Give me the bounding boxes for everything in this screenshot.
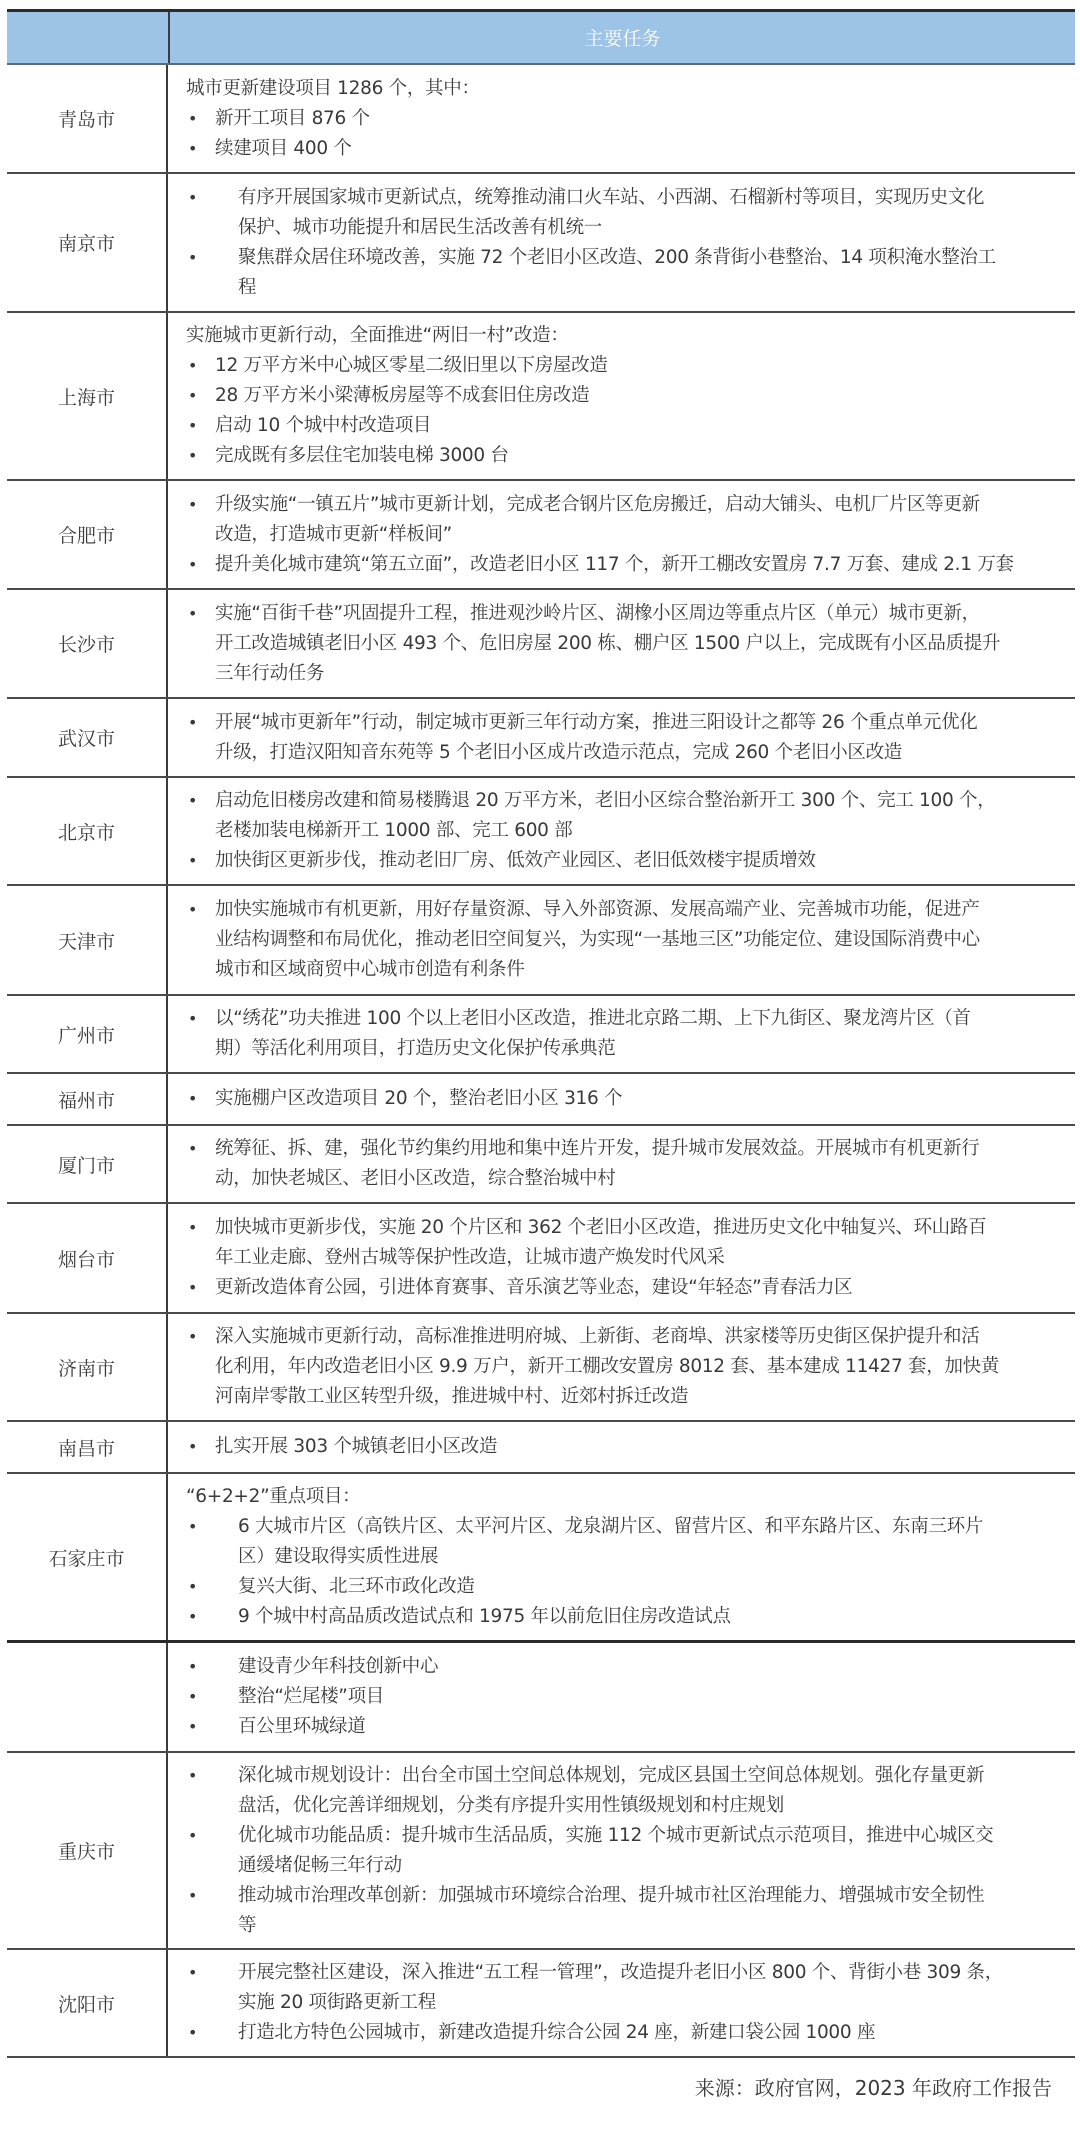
- table-row: [7, 886, 1075, 996]
- task-item: [186, 1273, 1067, 1303]
- city-name: 石家庄市: [7, 1474, 168, 1640]
- task-item: [186, 1134, 1067, 1194]
- table-row: [7, 1753, 1075, 1950]
- task-text-line: 河南岸零散工业区转型升级，推进城中村、近郊村拆迁改造: [215, 1386, 689, 1407]
- task-text: [215, 1432, 1067, 1462]
- task-text-line: 深入实施城市更新行动，高标准推进明府城、上新街、老商埠、洪家楼等历史街区保护提升和活: [215, 1326, 980, 1347]
- city-name: 南京市: [7, 174, 168, 311]
- task-text-line: 老楼加装电梯新开工 1000 部、完工 600 部: [215, 820, 573, 841]
- bullet-icon: •: [188, 603, 198, 623]
- task-item: [186, 1712, 1067, 1742]
- tasks-cell: [168, 1314, 1075, 1420]
- task-text: [238, 2018, 1067, 2048]
- task-text-line: 更新改造体育公园，引进体育赛事、音乐演艺等业态，建设“年轻态”青春活力区: [215, 1277, 853, 1298]
- task-text-line: 保护、城市功能提升和居民生活改善有机统一: [238, 216, 603, 238]
- task-item: [186, 1512, 1067, 1572]
- table-row: [7, 699, 1075, 778]
- task-text-line: 整治“烂尾楼”项目: [238, 1686, 384, 1707]
- city-name: 广州市: [7, 996, 168, 1072]
- task-item: [186, 490, 1067, 550]
- bullet-icon: •: [188, 1577, 198, 1596]
- task-text-line: 业结构调整和布局优化，推动老旧空间复兴，为实现“一基地三区”功能定位、建设国际消费中心: [215, 929, 980, 950]
- task-text: [238, 1881, 1067, 1941]
- task-text-line: 推动城市治理改革创新：加强城市环境综合治理、提升城市社区治理能力、增强城市安全韧性: [238, 1884, 985, 1906]
- task-text-line: 12 万平方米中心城区零星二级旧里以下房屋改造: [215, 355, 608, 376]
- task-text-line: 百公里环城绿道: [238, 1716, 366, 1737]
- bullet-icon: •: [188, 108, 198, 128]
- task-text-line: 扎实开展 303 个城镇老旧小区改造: [215, 1436, 498, 1457]
- bullet-icon: •: [188, 1009, 198, 1028]
- task-text: [215, 786, 1067, 846]
- task-item: [186, 550, 1067, 580]
- task-text-line: 28 万平方米小梁薄板房屋等不成套旧住房改造: [215, 385, 590, 406]
- task-text-line: 统筹征、拆、建，强化节约集约用地和集中连片开发，提升城市发展效益。开展城市有机更新行: [215, 1138, 980, 1159]
- table-row: [7, 996, 1075, 1074]
- bullet-icon: •: [188, 1885, 198, 1905]
- task-text-line: 优化城市功能品质：提升城市生活品质，实施 112 个城市更新试点示范项目，推进中心城区交: [238, 1824, 994, 1846]
- task-text-line: 实施 20 项街路更新工程: [238, 1992, 436, 2013]
- tasks-intro: 实施城市更新行动，全面推进“两旧一村”改造：: [186, 325, 569, 346]
- table-row: [7, 1474, 1075, 1643]
- tasks-cell: [168, 1753, 1075, 1948]
- task-item: [186, 1322, 1067, 1412]
- task-text-line: 升级实施“一镇五片”城市更新计划，完成老合钢片区危房搬迁，启动大铺头、电机厂片区等更新: [215, 493, 980, 515]
- bullet-icon: •: [188, 494, 198, 514]
- bullet-icon: •: [188, 1687, 198, 1706]
- city-name: 合肥市: [7, 481, 168, 588]
- tasks-cell: [168, 1074, 1075, 1124]
- table-body: [7, 65, 1075, 2058]
- task-text: [238, 243, 1067, 303]
- table-row: [7, 1950, 1075, 2058]
- task-item: [186, 1881, 1067, 1941]
- tasks-cell: [168, 778, 1075, 884]
- bullet-icon: •: [188, 2023, 198, 2042]
- table-row: [7, 1422, 1075, 1474]
- task-text-line: 程: [238, 276, 257, 298]
- table-row: [7, 1314, 1075, 1422]
- bullet-icon: •: [188, 247, 198, 267]
- task-text-line: 盘活，优化完善详细规划，分类有序提升实用性镇级规划和村庄规划: [238, 1794, 785, 1816]
- task-text: [238, 183, 1067, 243]
- city-name: 烟台市: [7, 1204, 168, 1312]
- table-row: [7, 590, 1075, 699]
- city-name: 天津市: [7, 886, 168, 994]
- tasks-cell: [168, 886, 1075, 994]
- task-text: [215, 846, 1067, 876]
- table-row: [7, 1204, 1075, 1314]
- bullet-icon: •: [188, 1963, 198, 1982]
- task-text-line: 启动 10 个城中村改造项目: [215, 415, 432, 436]
- task-text-line: 6 大城市片区（高铁片区、太平河片区、龙泉湖片区、留营片区、和平东路片区、东南三环片: [238, 1516, 984, 1537]
- bullet-icon: •: [188, 1765, 198, 1785]
- tasks-intro: “6+2+2”重点项目：: [186, 1486, 361, 1507]
- task-text-line: 城市和区域商贸中心城市创造有利条件: [215, 959, 525, 980]
- task-text-line: 启动危旧楼房改建和简易楼腾退 20 万平方米，老旧小区综合整治新开工 300 个、完工 100 个，: [215, 790, 996, 811]
- task-item: [186, 243, 1067, 303]
- task-text-line: 年工业走廊、登州古城等保护性改造，让城市遗产焕发时代风采: [215, 1247, 725, 1268]
- task-text: [215, 708, 1067, 768]
- task-item: [186, 708, 1067, 768]
- task-text-line: 有序开展国家城市更新试点，统筹推动浦口火车站、小西湖、石榴新村等项目，实现历史文化: [238, 186, 985, 208]
- tasks-cell: [168, 1950, 1075, 2056]
- task-text-line: 加快街区更新步伐，推动老旧厂房、低效产业园区、老旧低效楼宇提质增效: [215, 850, 816, 871]
- bullet-icon: •: [188, 851, 198, 870]
- bullet-icon: •: [188, 1089, 198, 1108]
- task-text-line: 实施“百街千巷”巩固提升工程，推进观沙岭片区、湖橡小区周边等重点片区（单元）城市更新，: [215, 602, 980, 624]
- task-text: [215, 599, 1067, 689]
- city-name: 上海市: [7, 313, 168, 479]
- bullet-icon: •: [188, 356, 198, 375]
- bullet-icon: •: [188, 1327, 198, 1346]
- source-note: 来源：政府官网，2023 年政府工作报告: [694, 2076, 1052, 2100]
- city-renewal-table: [7, 9, 1075, 2058]
- task-text-line: 加快实施城市有机更新，用好存量资源、导入外部资源、发展高端产业、完善城市功能，促进产: [215, 899, 980, 920]
- bullet-icon: •: [188, 554, 198, 574]
- city-name: 青岛市: [7, 65, 168, 172]
- tasks-cell: [168, 699, 1075, 776]
- task-item: [186, 441, 1067, 471]
- task-item: [186, 1602, 1067, 1632]
- task-text-line: 新开工项目 876 个: [215, 107, 370, 129]
- bullet-icon: •: [188, 1278, 198, 1297]
- task-text-line: 升级，打造汉阳知音东苑等 5 个老旧小区成片改造示范点，完成 260 个老旧小区改造: [215, 741, 903, 763]
- bullet-icon: •: [188, 187, 198, 207]
- table-row: [7, 481, 1075, 590]
- tasks-cell: [168, 313, 1075, 479]
- table-row: [7, 313, 1075, 481]
- task-text-line: 复兴大街、北三环市政化改造: [238, 1576, 475, 1597]
- task-text: [238, 1512, 1067, 1572]
- task-text: [238, 1682, 1067, 1712]
- bullet-icon: •: [188, 1437, 198, 1456]
- task-item: [186, 1572, 1067, 1602]
- task-text: [238, 1821, 1067, 1881]
- tasks-cell: [168, 481, 1075, 588]
- bullet-icon: •: [188, 416, 198, 435]
- bullet-icon: •: [188, 386, 198, 405]
- task-item: [186, 895, 1067, 985]
- header-city-column: [7, 12, 170, 63]
- city-name: 北京市: [7, 778, 168, 884]
- table-row: [7, 1126, 1075, 1204]
- bullet-icon: •: [188, 791, 198, 810]
- task-text: [238, 1572, 1067, 1602]
- bullet-icon: •: [188, 1657, 198, 1676]
- task-item: [186, 183, 1067, 243]
- table-row: [7, 778, 1075, 886]
- tasks-cell: [168, 1422, 1075, 1472]
- task-item: [186, 411, 1067, 441]
- task-text: [215, 441, 1067, 471]
- task-text-line: 深化城市规划设计：出台全市国土空间总体规划，完成区县国土空间总体规划。强化存量更新: [238, 1764, 985, 1786]
- task-item: [186, 1682, 1067, 1712]
- tasks-cell: [168, 65, 1075, 172]
- tasks-cell: [168, 590, 1075, 697]
- tasks-cell: [168, 1204, 1075, 1312]
- bullet-icon: •: [188, 1218, 198, 1237]
- tasks-cell: [168, 1643, 1075, 1751]
- table-row: [7, 1643, 1075, 1753]
- table-row: [7, 1074, 1075, 1126]
- task-item: [186, 2018, 1067, 2048]
- task-text-line: 加快城市更新步伐，实施 20 个片区和 362 个老旧小区改造，推进历史文化中轴复兴、环山路百: [215, 1217, 987, 1238]
- city-name: 沈阳市: [7, 1950, 168, 2056]
- task-text-line: 开工改造城镇老旧小区 493 个、危旧房屋 200 栋、棚户区 1500 户以上，完成既有小区品质提升: [215, 632, 1001, 654]
- city-name: 厦门市: [7, 1126, 168, 1202]
- task-text-line: 通缓堵促畅三年行动: [238, 1854, 402, 1876]
- bullet-icon: •: [188, 138, 198, 158]
- table-row: [7, 174, 1075, 313]
- task-item: [186, 1213, 1067, 1273]
- bullet-icon: •: [188, 900, 198, 919]
- task-item: [186, 599, 1067, 689]
- task-item: [186, 1004, 1067, 1064]
- task-text-line: 区）建设取得实质性进展: [238, 1546, 439, 1567]
- city-name: 长沙市: [7, 590, 168, 697]
- task-text: [238, 1761, 1067, 1821]
- task-item: [186, 1084, 1067, 1114]
- tasks-cell: [168, 1474, 1075, 1640]
- tasks-intro: 城市更新建设项目 1286 个，其中：: [186, 77, 480, 99]
- task-text: [215, 1213, 1067, 1273]
- task-text: [215, 1134, 1067, 1194]
- task-text: [215, 1084, 1067, 1114]
- task-text-line: 聚焦群众居住环境改善，实施 72 个老旧小区改造、200 条背街小巷整治、14 项积淹水整治工: [238, 246, 996, 268]
- task-item: [186, 104, 1067, 134]
- task-item: [186, 846, 1067, 876]
- task-text: [215, 381, 1067, 411]
- task-item: [186, 1652, 1067, 1682]
- task-text: [215, 490, 1067, 550]
- city-name: 南昌市: [7, 1422, 168, 1472]
- task-text-line: 完成既有多层住宅加装电梯 3000 台: [215, 445, 509, 466]
- task-text: [238, 1958, 1067, 2018]
- task-text-line: 提升美化城市建筑“第五立面”，改造老旧小区 117 个，新开工棚改安置房 7.7 万套、建成 2.1 万套: [215, 553, 1014, 575]
- task-text: [215, 1273, 1067, 1303]
- task-text-line: 期）等活化利用项目，打造历史文化保护传承典范: [215, 1038, 616, 1059]
- task-text: [215, 550, 1067, 580]
- header-tasks-column: 主要任务: [584, 28, 661, 50]
- task-text-line: 动，加快老城区、老旧小区改造，综合整治城中村: [215, 1168, 616, 1189]
- task-text-line: 9 个城中村高品质改造试点和 1975 年以前危旧住房改造试点: [238, 1606, 731, 1627]
- city-name: 武汉市: [7, 699, 168, 776]
- task-text-line: 开展完整社区建设，深入推进“五工程一管理”，改造提升老旧小区 800 个、背街小巷 309 条，: [238, 1962, 1003, 1983]
- table-row: [7, 65, 1075, 174]
- task-text: [215, 134, 1067, 164]
- task-item: [186, 381, 1067, 411]
- task-text-line: 续建项目 400 个: [215, 137, 352, 159]
- bullet-icon: •: [188, 1607, 198, 1626]
- bullet-icon: •: [188, 1717, 198, 1736]
- task-item: [186, 1432, 1067, 1462]
- tasks-cell: [168, 996, 1075, 1072]
- task-text: [215, 1004, 1067, 1064]
- table-header: [7, 12, 1075, 65]
- task-item: [186, 1821, 1067, 1881]
- bullet-icon: •: [188, 446, 198, 465]
- task-text: [215, 411, 1067, 441]
- bullet-icon: •: [188, 1139, 198, 1158]
- task-text: [238, 1652, 1067, 1682]
- bullet-icon: •: [188, 712, 198, 732]
- task-text-line: 三年行动任务: [215, 662, 325, 684]
- tasks-cell: [168, 174, 1075, 311]
- task-text: [238, 1602, 1067, 1632]
- city-name: [7, 1643, 168, 1751]
- task-item: [186, 786, 1067, 846]
- task-text-line: 等: [238, 1914, 257, 1936]
- task-text-line: 改造，打造城市更新“样板间”: [215, 523, 452, 545]
- task-item: [186, 134, 1067, 164]
- task-text-line: 化利用，年内改造老旧小区 9.9 万户，新开工棚改安置房 8012 套、基本建成 11427 套，加快黄: [215, 1356, 1000, 1377]
- task-item: [186, 1761, 1067, 1821]
- task-text: [215, 351, 1067, 381]
- tasks-cell: [168, 1126, 1075, 1202]
- task-text: [238, 1712, 1067, 1742]
- task-text-line: 打造北方特色公园城市，新建改造提升综合公园 24 座，新建口袋公园 1000 座: [238, 2022, 876, 2043]
- city-name: 济南市: [7, 1314, 168, 1420]
- task-text: [215, 1322, 1067, 1412]
- task-item: [186, 351, 1067, 381]
- task-text-line: 建设青少年科技创新中心: [238, 1656, 439, 1677]
- city-name: 福州市: [7, 1074, 168, 1124]
- task-text-line: 以“绣花”功夫推进 100 个以上老旧小区改造，推进北京路二期、上下九街区、聚龙湾片区（首: [215, 1008, 971, 1029]
- task-text-line: 开展“城市更新年”行动，制定城市更新三年行动方案，推进三阳设计之都等 26 个重点单元优化: [215, 711, 978, 733]
- task-text: [215, 895, 1067, 985]
- task-text: [215, 104, 1067, 134]
- bullet-icon: •: [188, 1517, 198, 1536]
- task-item: [186, 1958, 1067, 2018]
- bullet-icon: •: [188, 1825, 198, 1845]
- task-text-line: 实施棚户区改造项目 20 个，整治老旧小区 316 个: [215, 1088, 623, 1109]
- city-name: 重庆市: [7, 1753, 168, 1948]
